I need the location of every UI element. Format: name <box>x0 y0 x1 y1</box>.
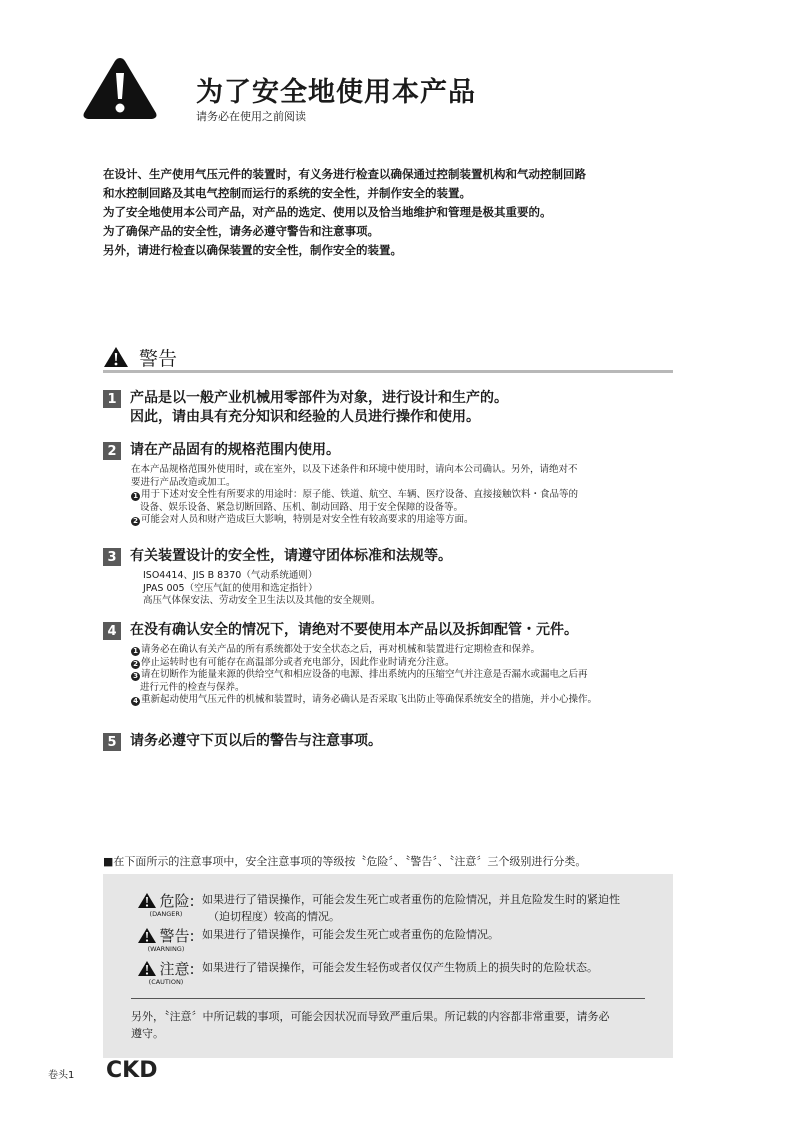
bullet-item: 1 请务必在确认有关产品的所有系统都处于安全状态之后，再对机械和装置进行定期检查和保养。 <box>131 644 683 657</box>
note-line: 遵守。 <box>131 1027 164 1040</box>
warning-item-2 <box>103 441 683 527</box>
intro-paragraph <box>103 165 693 260</box>
circled-number-icon: 1 <box>131 492 140 501</box>
ckd-logo: CKD <box>106 1058 158 1083</box>
warning-icon <box>103 346 129 368</box>
warning-icon <box>137 927 157 944</box>
section-divider <box>103 370 673 373</box>
level-name: 警告: <box>159 927 195 945</box>
circled-number-icon: 2 <box>131 660 140 669</box>
level-caution <box>135 958 598 986</box>
level-description: 如果进行了错误操作，可能会发生死亡或者重伤的危险情况，并且危险发生时的紧迫性 <box>202 893 620 906</box>
bullet-item-cont: 进行元件的检查与保养。 <box>140 681 245 693</box>
levels-box <box>103 874 673 1058</box>
item-number: 2 <box>103 442 121 460</box>
level-name: 注意: <box>159 960 195 978</box>
warning-icon <box>137 960 157 977</box>
level-description: （迫切程度）较高的情况。 <box>208 910 340 923</box>
item-title: 因此，请由具有充分知识和经验的人员进行操作和使用。 <box>130 409 480 425</box>
intro-line: 在设计、生产使用气压元件的装置时，有义务进行检查以确保通过控制装置机构和气动控制回路 <box>103 167 586 181</box>
bullet-item-cont: 设备、娱乐设备、紧急切断回路、压机、制动回路、用于安全保障的设备等。 <box>140 501 464 513</box>
standard-ref: 高压气体保安法、劳动安全卫生法以及其他的安全规则。 <box>143 595 381 606</box>
level-english: (WARNING) <box>147 945 185 953</box>
item-number: 3 <box>103 548 121 566</box>
circled-number-icon: 1 <box>131 647 140 656</box>
bullet-item: 1 用于下述对安全性有所要求的用途时：原子能、铁道、航空、车辆、医疗设备、直接接触饮料・食品等的 <box>131 489 683 502</box>
circled-number-icon: 3 <box>131 672 140 681</box>
intro-line: 为了确保产品的安全性，请务必遵守警告和注意事项。 <box>103 224 379 238</box>
page-number: 卷头1 <box>48 1070 75 1081</box>
bullet-item: 3 请在切断作为能量来源的供给空气和相应设备的电源、排出系统内的压缩空气并注意是否漏水或漏电之后再 <box>131 669 683 682</box>
page-title: 为了安全地使用本产品 <box>196 77 476 108</box>
bullet-item: 2 可能会对人员和财产造成巨大影响，特别是对安全性有较高要求的用途等方面。 <box>131 514 683 527</box>
warning-item-4 <box>103 621 683 707</box>
warning-triangle-icon <box>82 55 158 121</box>
item-title: 请在产品固有的规格范围内使用。 <box>130 442 340 458</box>
box-divider <box>131 998 645 999</box>
circled-number-icon: 4 <box>131 697 140 706</box>
level-danger <box>135 890 620 925</box>
bullet-item: 2 停止运转时也有可能存在高温部分或者充电部分，因此作业时请充分注意。 <box>131 657 683 670</box>
level-description: 如果进行了错误操作，可能会发生轻伤或者仅仅产生物质上的损失时的危险状态。 <box>202 961 598 974</box>
item-number: 5 <box>103 733 121 751</box>
item-text: 在本产品规格范围外使用时，或在室外，以及下述条件和环境中使用时，请向本公司确认。另外，请绝对不 <box>131 464 578 475</box>
item-title: 请务必遵守下页以后的警告与注意事项。 <box>130 733 382 749</box>
item-number: 1 <box>103 390 121 408</box>
levels-note <box>131 1008 651 1042</box>
level-warning <box>135 925 499 953</box>
level-name: 危险: <box>159 892 195 910</box>
item-title: 有关装置设计的安全性，请遵守团体标准和法规等。 <box>130 548 452 564</box>
item-title: 产品是以一般产业机械用零部件为对象，进行设计和生产的。 <box>130 390 508 406</box>
standard-ref: ISO4414、JIS B 8370（气动系统通则） <box>143 570 318 581</box>
warning-icon <box>137 892 157 909</box>
warning-heading-label: 警告 <box>139 347 178 370</box>
intro-line: 另外，请进行检查以确保装置的安全性，制作安全的装置。 <box>103 243 402 257</box>
bullet-item: 4 重新起动使用气压元件的机械和装置时，请务必确认是否采取飞出防止等确保系统安全的措施，并小心操作。 <box>131 694 683 707</box>
intro-line: 和水控制回路及其电气控制而运行的系统的安全性，并制作安全的装置。 <box>103 186 471 200</box>
item-title: 在没有确认安全的情况下，请绝对不要使用本产品以及拆卸配管・元件。 <box>130 622 578 638</box>
item-text: 要进行产品改造或加工。 <box>131 476 236 488</box>
warning-item-5 <box>103 732 683 751</box>
intro-line: 为了安全地使用本公司产品，对产品的选定、使用以及恰当地维护和管理是极其重要的。 <box>103 205 552 219</box>
warning-item-3 <box>103 547 683 608</box>
item-number: 4 <box>103 622 121 640</box>
circled-number-icon: 2 <box>131 517 140 526</box>
level-english: (DANGER) <box>149 910 183 918</box>
note-line: 另外，〝注意〞中所记载的事项，可能会因状况而导致严重后果。所记载的内容都非常重要，请务必 <box>131 1010 610 1023</box>
warning-item-1 <box>103 389 683 427</box>
levels-intro: ■在下面所示的注意事项中，安全注意事项的等级按〝危险〞、〝警告〞、〝注意〞三个级别进行分类。 <box>103 855 587 868</box>
warning-section-heading <box>103 344 177 370</box>
standard-ref: JPAS 005（空压气缸的使用和选定指针） <box>143 582 318 594</box>
page-subtitle: 请务必在使用之前阅读 <box>196 110 306 123</box>
level-english: (CAUTION) <box>148 978 184 986</box>
level-description: 如果进行了错误操作，可能会发生死亡或者重伤的危险情况。 <box>202 928 499 941</box>
